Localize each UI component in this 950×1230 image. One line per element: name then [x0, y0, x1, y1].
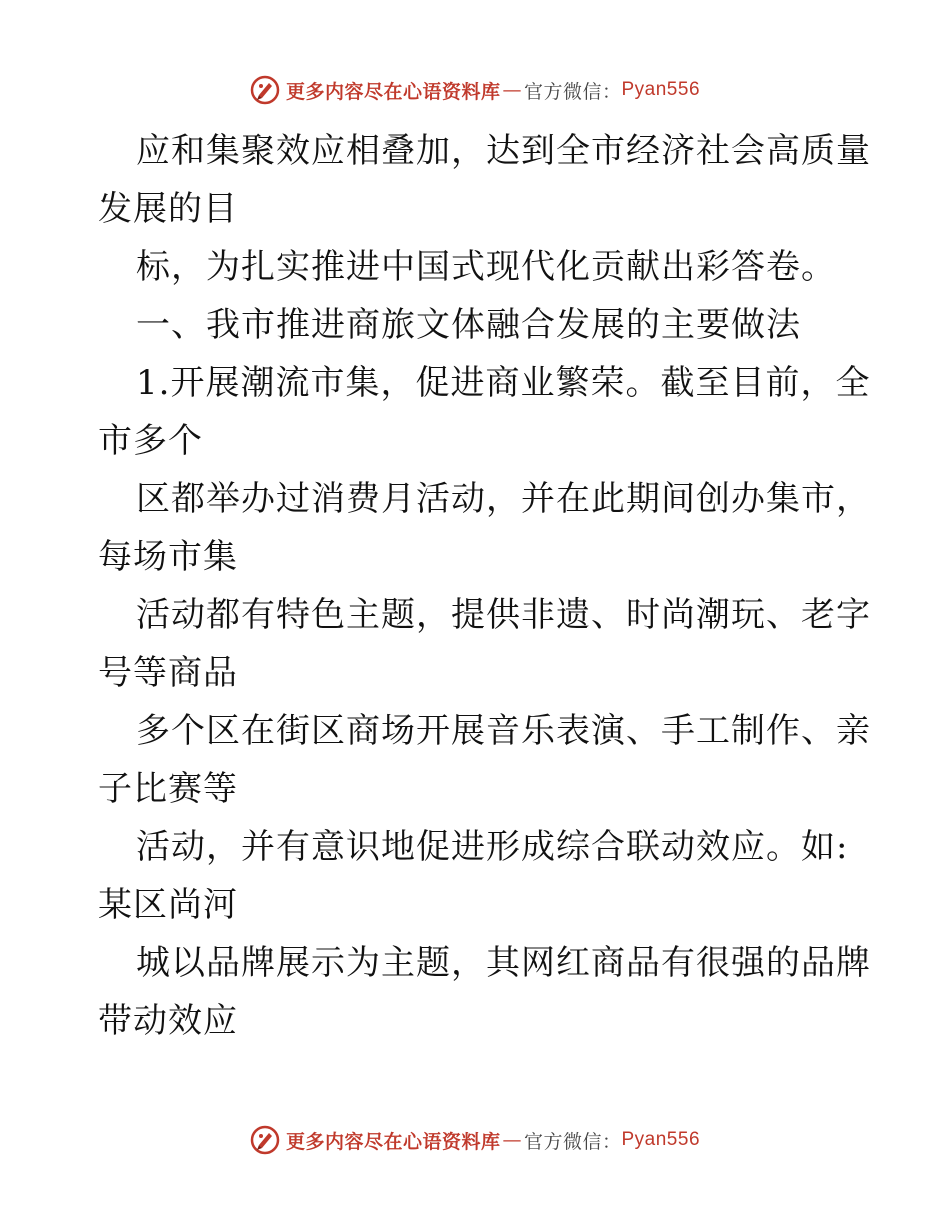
- header-banner-wechat-id: Pyan556: [621, 79, 701, 100]
- pen-nib-logo-icon: [250, 75, 280, 105]
- body-line: 区都举办过消费月活动，并在此期间创办集市，: [136, 479, 871, 519]
- body-line: 号等商品: [98, 653, 238, 693]
- body-line: 多个区在街区商场开展音乐表演、手工制作、亲: [136, 711, 871, 751]
- header-banner-dash: —: [502, 79, 522, 101]
- footer-banner-main: 更多内容尽在心语资料库: [285, 1130, 501, 1153]
- footer-banner-text: [286, 1127, 700, 1154]
- document-body: [98, 122, 871, 1050]
- body-line: 每场市集: [98, 537, 238, 577]
- body-line: 带动效应: [98, 1001, 238, 1041]
- header-banner-official: 官方微信：: [523, 80, 622, 103]
- body-line: 应和集聚效应相叠加，达到全市经济社会高质量: [136, 131, 871, 171]
- body-line: 城以品牌展示为主题，其网红商品有很强的品牌: [136, 943, 871, 983]
- footer-banner-official: 官方微信：: [523, 1130, 622, 1153]
- header-banner-main: 更多内容尽在心语资料库: [285, 80, 501, 103]
- body-line: 1.开展潮流市集，促进商业繁荣。截至目前，全: [136, 363, 871, 403]
- pen-nib-logo-icon: [250, 1125, 280, 1155]
- body-line: 活动都有特色主题，提供非遗、时尚潮玩、老字: [136, 595, 871, 635]
- footer-banner-dash: —: [502, 1129, 522, 1151]
- body-line: 子比赛等: [98, 769, 238, 809]
- body-line: 市多个: [98, 421, 203, 461]
- footer-banner-wechat-id: Pyan556: [621, 1129, 701, 1150]
- body-line: 发展的目: [98, 189, 238, 229]
- header-banner-text: [286, 77, 700, 104]
- section-heading: 一、我市推进商旅文体融合发展的主要做法: [136, 305, 801, 345]
- body-line: 活动，并有意识地促进形成综合联动效应。如:: [136, 827, 849, 867]
- footer-watermark-banner: [0, 1120, 950, 1160]
- body-line: 某区尚河: [98, 885, 238, 925]
- header-watermark-banner: [0, 70, 950, 110]
- body-line: 标，为扎实推进中国式现代化贡献出彩答卷。: [136, 247, 836, 287]
